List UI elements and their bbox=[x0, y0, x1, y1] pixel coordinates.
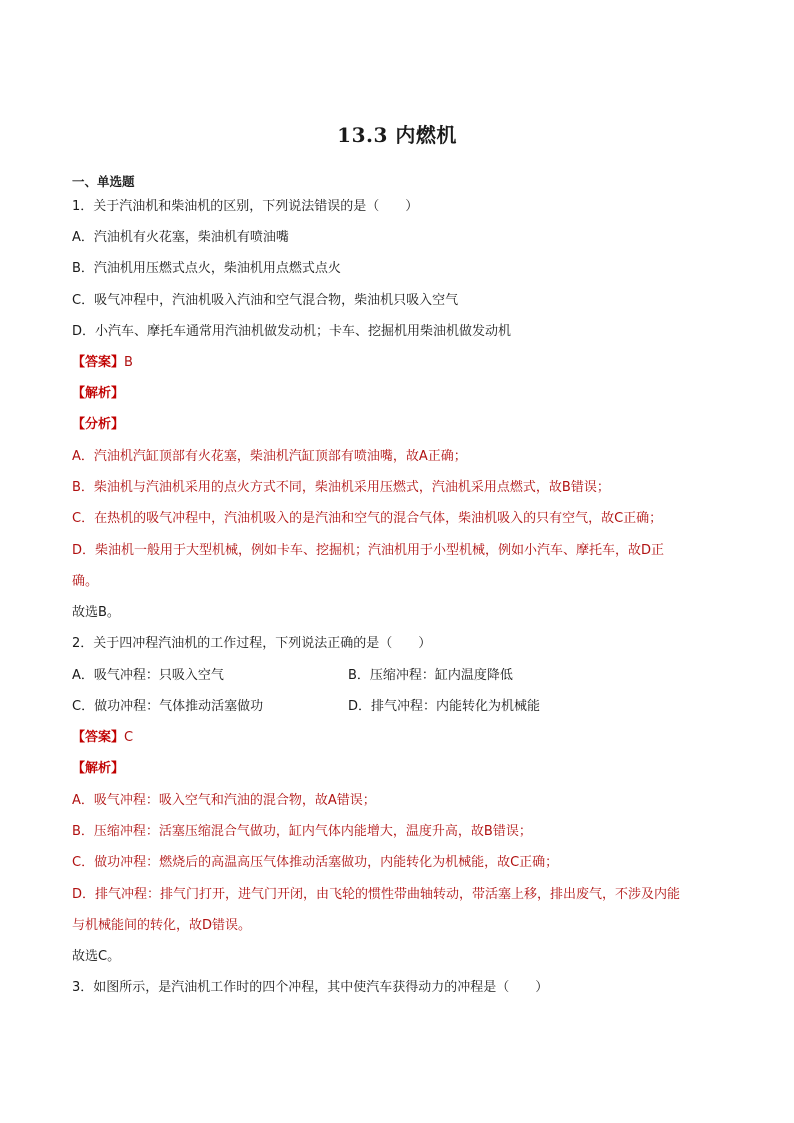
q1-explain-c: C．在热机的吸气冲程中，汽油机吸入的是汽油和空气的混合气体，柴油机吸入的只有空气，故C正确； bbox=[72, 511, 663, 526]
q2-explain-c: C．做功冲程：燃烧后的高温高压气体推动活塞做功，内能转化为机械能，故C正确； bbox=[72, 855, 559, 870]
analysis-tag: 【解析】 bbox=[72, 386, 125, 401]
answer-value: C bbox=[124, 730, 134, 745]
q1-fenxi-tag bbox=[72, 415, 124, 435]
q1-option-c: C．吸气冲程中，汽油机吸入汽油和空气混合物，柴油机只吸入空气 bbox=[72, 293, 459, 308]
q2-option-c: C．做功冲程：气体推动活塞做功 bbox=[72, 699, 264, 714]
q1-stem: 1．关于汽油机和柴油机的区别，下列说法错误的是（ ） bbox=[72, 199, 419, 214]
q2-conclusion: 故选C。 bbox=[72, 949, 121, 964]
q3-stem: 3．如图所示，是汽油机工作时的四个冲程，其中使汽车获得动力的冲程是（ ） bbox=[72, 980, 549, 995]
q1-analysis-tag bbox=[72, 384, 124, 404]
q2-explain-d-cont: 与机械能间的转化，故D错误。 bbox=[72, 918, 252, 933]
q1-explain-b: B．柴油机与汽油机采用的点火方式不同，柴油机采用压燃式，汽油机采用点燃式，故B错误； bbox=[72, 480, 610, 495]
q2-explain-a: A．吸气冲程：吸入空气和汽油的混合物，故A错误； bbox=[72, 793, 376, 808]
fenxi-tag: 【分析】 bbox=[72, 417, 125, 432]
answer-value: B bbox=[124, 355, 133, 370]
answer-tag: 【答案】 bbox=[72, 355, 125, 370]
q1-explain-a: A．汽油机汽缸顶部有火花塞，柴油机汽缸顶部有喷油嘴，故A正确； bbox=[72, 449, 467, 464]
q2-explain-b: B．压缩冲程：活塞压缩混合气做功，缸内气体内能增大，温度升高，故B错误； bbox=[72, 824, 532, 839]
q2-analysis-tag bbox=[72, 759, 124, 779]
q1-explain-d: D．柴油机一般用于大型机械，例如卡车、挖掘机；汽油机用于小型机械，例如小汽车、摩托车，故D正 bbox=[72, 543, 665, 558]
q2-stem: 2．关于四冲程汽油机的工作过程，下列说法正确的是（ ） bbox=[72, 636, 432, 651]
page-title: 13.3 内燃机 bbox=[337, 123, 457, 147]
q2-option-a: A．吸气冲程：只吸入空气 bbox=[72, 668, 224, 683]
q1-option-a: A．汽油机有火花塞，柴油机有喷油嘴 bbox=[72, 230, 289, 245]
q1-option-b: B．汽油机用压燃式点火，柴油机用点燃式点火 bbox=[72, 261, 341, 276]
answer-tag: 【答案】 bbox=[72, 730, 125, 745]
analysis-tag: 【解析】 bbox=[72, 761, 125, 776]
q2-option-d: D．排气冲程：内能转化为机械能 bbox=[348, 699, 541, 714]
q1-conclusion: 故选B。 bbox=[72, 605, 120, 620]
q2-answer bbox=[72, 728, 133, 748]
q2-explain-d: D．排气冲程：排气门打开，进气门开闭，由飞轮的惯性带曲轴转动，带活塞上移，排出废气，不涉及内能 bbox=[72, 887, 681, 902]
q1-explain-d-cont: 确。 bbox=[72, 574, 99, 589]
section-heading: 一、单选题 bbox=[72, 174, 135, 189]
q1-option-d: D．小汽车、摩托车通常用汽油机做发动机；卡车、挖掘机用柴油机做发动机 bbox=[72, 324, 512, 339]
q2-option-b: B．压缩冲程：缸内温度降低 bbox=[348, 668, 513, 683]
q1-answer bbox=[72, 353, 133, 373]
